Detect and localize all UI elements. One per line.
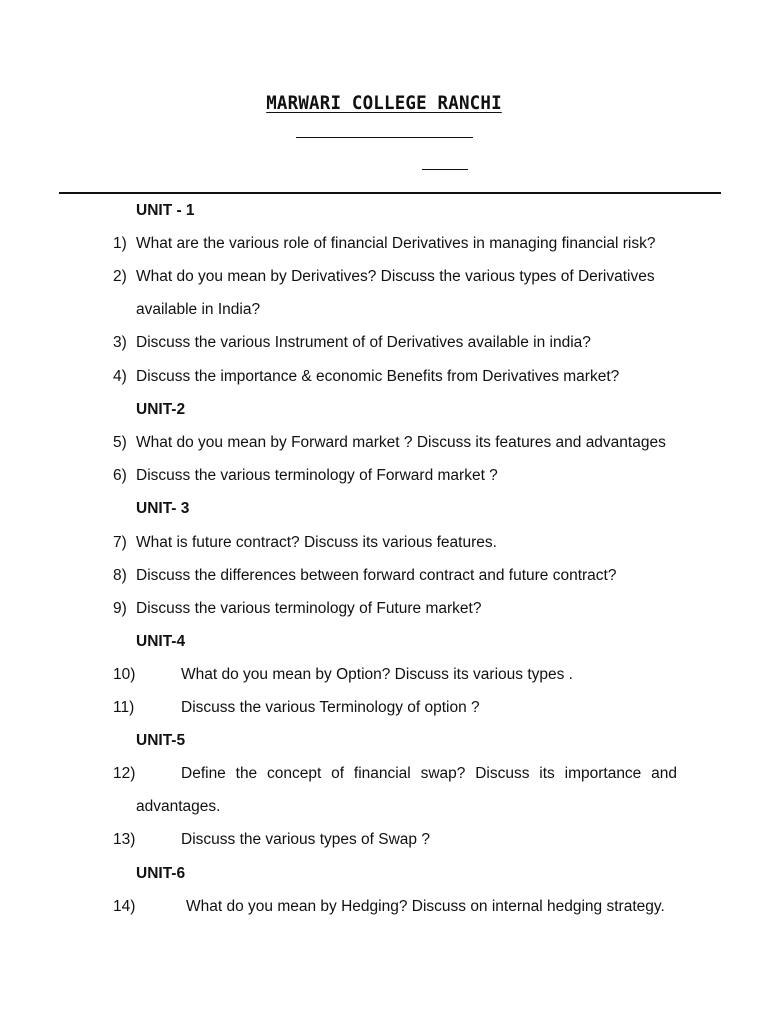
short-rule (422, 169, 468, 170)
unit-heading-1: UNIT - 1 (136, 202, 195, 219)
question-number-14: 14) (113, 898, 136, 915)
question-text-8: Discuss the differences between forward contract and future contract? (136, 567, 617, 584)
question-text-6: Discuss the various terminology of Forward market ? (136, 467, 498, 484)
question-text-4: Discuss the importance & economic Benefits from Derivatives market? (136, 368, 620, 385)
question-text-13: Discuss the various types of Swap ? (181, 831, 430, 848)
question-number-2: 2) (113, 268, 127, 285)
question-text-12: Define the concept of financial swap? Discuss its importance and (181, 765, 677, 782)
question-text-1: What are the various role of financial Derivatives in managing financial risk? (136, 235, 656, 252)
unit-heading-6: UNIT-6 (136, 865, 186, 882)
unit-heading-3: UNIT- 3 (136, 500, 190, 517)
page-title: MARWARI COLLEGE RANCHI (266, 92, 502, 114)
question-text-10: What do you mean by Option? Discuss its various types . (181, 666, 573, 683)
question-number-8: 8) (113, 567, 127, 584)
question-number-4: 4) (113, 368, 127, 385)
question-number-5: 5) (113, 434, 127, 451)
question-text-14: What do you mean by Hedging? Discuss on internal hedging strategy. (186, 898, 665, 915)
question-number-12: 12) (113, 765, 136, 782)
question-text-2-continued: available in India? (136, 301, 261, 318)
header-divider (59, 192, 721, 194)
question-text-7: What is future contract? Discuss its various features. (136, 534, 497, 551)
question-number-9: 9) (113, 600, 127, 617)
question-number-3: 3) (113, 334, 127, 351)
unit-heading-4: UNIT-4 (136, 633, 186, 650)
question-number-13: 13) (113, 831, 136, 848)
question-number-11: 11) (113, 699, 135, 716)
question-text-3: Discuss the various Instrument of of Derivatives available in india? (136, 334, 591, 351)
question-number-10: 10) (113, 666, 136, 683)
question-number-7: 7) (113, 534, 127, 551)
question-number-1: 1) (113, 235, 127, 252)
question-number-6: 6) (113, 467, 127, 484)
question-text-11: Discuss the various Terminology of option ? (181, 699, 480, 716)
question-text-5: What do you mean by Forward market ? Discuss its features and advantages (136, 434, 666, 451)
unit-heading-5: UNIT-5 (136, 732, 186, 749)
unit-heading-2: UNIT-2 (136, 401, 186, 418)
title-underline-rule (296, 137, 473, 138)
question-text-9: Discuss the various terminology of Future market? (136, 600, 482, 617)
question-text-2: What do you mean by Derivatives? Discuss the various types of Derivatives (136, 268, 655, 285)
question-text-12-continued: advantages. (136, 798, 221, 815)
